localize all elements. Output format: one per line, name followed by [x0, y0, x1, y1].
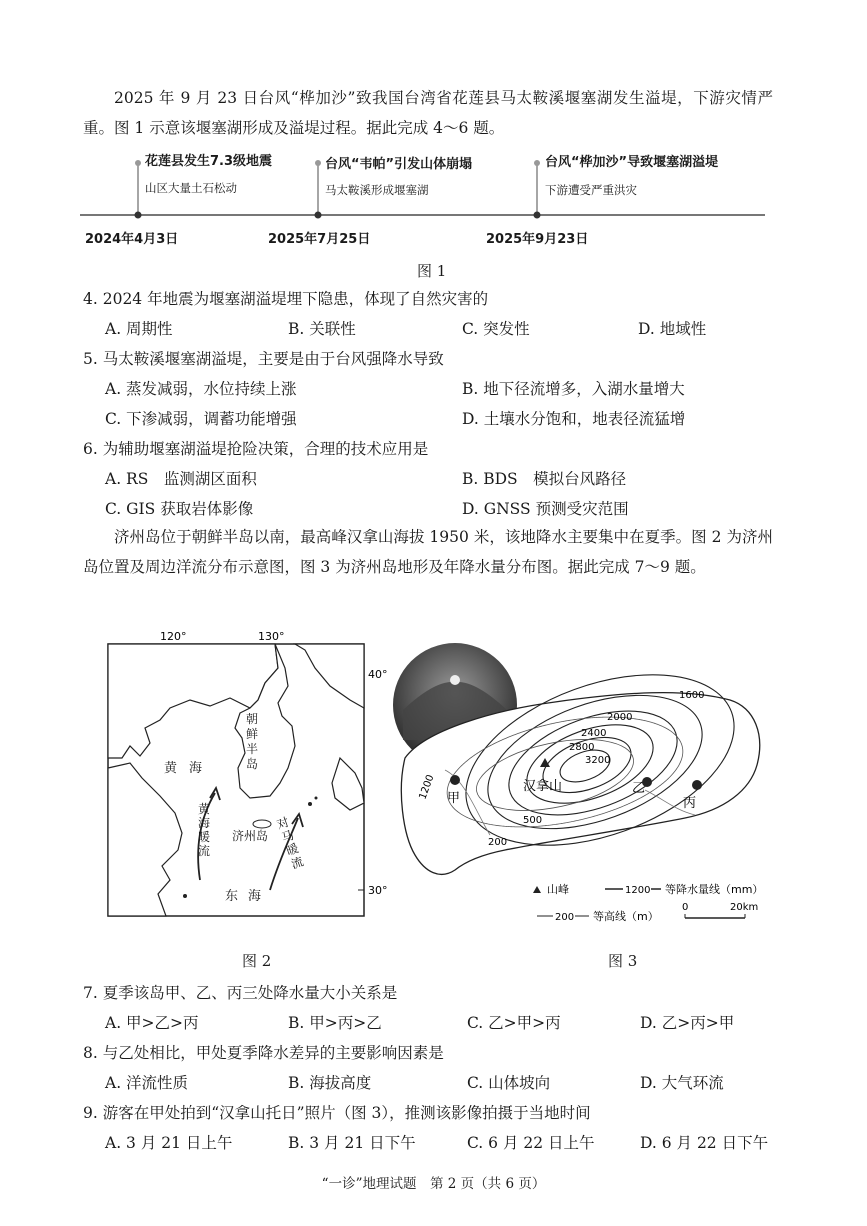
scale-km: 20km	[730, 902, 759, 913]
question-7-option-d[interactable]: D. 乙>丙>甲	[640, 1014, 735, 1032]
page-footer: “一诊”地理试题 第 2 页（共 6 页）	[321, 1176, 546, 1192]
question-5-option-d[interactable]: D. 土壤水分饱和，地表径流猛增	[462, 410, 686, 428]
question-4-option-d[interactable]: D. 地域性	[638, 320, 707, 338]
scale-zero: 0	[682, 902, 689, 913]
legend-precip-line: 等降水量线（mm）	[665, 883, 764, 896]
question-4-stem: 4. 2024 年地震为堰塞湖溢堤埋下隐患，体现了自然灾害的	[83, 290, 489, 308]
timeline-event-3-date: 2025年9月23日	[486, 232, 589, 247]
question-4-option-a[interactable]: A. 周期性	[105, 320, 173, 338]
question-5-option-c[interactable]: C. 下渗减弱，调蓄功能增强	[105, 410, 297, 428]
precip-label-2400: 2400	[581, 728, 607, 739]
label-hallasan: 汉拿山	[523, 779, 563, 794]
question-4-option-c[interactable]: C. 突发性	[462, 320, 530, 338]
precip-label-2000: 2000	[607, 712, 633, 723]
question-6-stem: 6. 为辅助堰塞湖溢堤抢险决策，合理的技术应用是	[83, 440, 429, 458]
intro-paragraph-jeju: 济州岛位于朝鲜半岛以南，最高峰汉拿山海拔 1950 米，该地降水主要集中在夏季。图 2 为济州岛位置及周边洋流分布示意图，图 3 为济州岛地形及年降水量分布图。据此完成 7～9 题。	[83, 528, 773, 576]
timeline-event-1-title: 花莲县发生7.3级地震	[145, 154, 273, 169]
figure-2-svg	[100, 628, 388, 928]
question-8-option-b[interactable]: B. 海拔高度	[288, 1074, 372, 1092]
question-4-option-b[interactable]: B. 关联性	[288, 320, 356, 338]
label-yi: 乙	[632, 781, 646, 796]
legend-peak: 山峰	[547, 883, 569, 896]
label-jeju-island: 济州岛	[232, 829, 269, 843]
lat-label-30: 30°	[368, 884, 388, 897]
question-8-option-d[interactable]: D. 大气环流	[640, 1074, 724, 1092]
figure-1-caption: 图 1	[417, 262, 447, 280]
lon-label-130: 130°	[258, 630, 285, 643]
figure-2-caption: 图 2	[242, 952, 272, 970]
contour-label-500: 500	[523, 815, 543, 826]
question-9-stem: 9. 游客在甲处拍到“汉拿山托日”照片（图 3），推测该影像拍摄于当地时间	[83, 1104, 591, 1122]
figure-3-caption: 图 3	[608, 952, 638, 970]
question-7-stem: 7. 夏季该岛甲、乙、丙三处降水量大小关系是	[83, 984, 398, 1002]
figure-3-svg	[385, 640, 780, 930]
question-8-stem: 8. 与乙处相比，甲处夏季降水差异的主要影响因素是	[83, 1044, 444, 1062]
legend-precip-sample: 1200	[625, 885, 651, 896]
question-7-option-b[interactable]: B. 甲>丙>乙	[288, 1014, 382, 1032]
legend-contour-sample: 200	[555, 912, 575, 923]
label-tsushima-current: 对马暖流	[274, 814, 306, 872]
precip-label-3200: 3200	[585, 755, 611, 766]
question-6-option-a[interactable]: A. RS 监测湖区面积	[105, 470, 257, 488]
question-5-option-a[interactable]: A. 蒸发减弱，水位持续上涨	[105, 380, 297, 398]
timeline-event-1-date: 2024年4月3日	[85, 232, 179, 247]
label-east-china-sea: 东海	[225, 889, 272, 904]
label-jia: 甲	[447, 791, 461, 806]
question-6-option-d[interactable]: D. GNSS 预测受灾范围	[462, 500, 629, 518]
legend-contour: 等高线（m）	[593, 910, 659, 923]
timeline-event-2-sub: 马太鞍溪形成堰塞湖	[325, 183, 429, 197]
contour-label-200: 200	[488, 837, 508, 848]
question-6-option-b[interactable]: B. BDS 模拟台风路径	[462, 470, 627, 488]
precip-label-2800: 2800	[569, 742, 595, 753]
label-korean-peninsula: 朝鲜半岛	[246, 712, 259, 771]
question-9-option-d[interactable]: D. 6 月 22 日下午	[640, 1134, 769, 1152]
timeline-event-2-date: 2025年7月25日	[268, 232, 371, 247]
label-yellow-sea: 黄海	[164, 761, 215, 776]
label-yellow-sea-warm-current: 黄海暖流	[198, 802, 211, 858]
point-bing	[692, 780, 702, 790]
lon-label-120: 120°	[160, 630, 187, 643]
label-bing: 丙	[683, 796, 697, 811]
timeline-event-3-title: 台风“桦加沙”导致堰塞湖溢堤	[545, 155, 719, 170]
question-9-option-b[interactable]: B. 3 月 21 日下午	[288, 1134, 416, 1152]
lat-label-40: 40°	[368, 668, 388, 681]
question-8-option-a[interactable]: A. 洋流性质	[105, 1074, 189, 1092]
question-6-option-c[interactable]: C. GIS 获取岩体影像	[105, 500, 254, 518]
question-7-option-a[interactable]: A. 甲>乙>丙	[105, 1014, 199, 1032]
question-5-stem: 5. 马太鞍溪堰塞湖溢堤，主要是由于台风强降水导致	[83, 350, 444, 368]
precip-label-1600: 1600	[679, 690, 705, 701]
timeline-event-3-sub: 下游遭受严重洪灾	[545, 183, 637, 197]
precip-label-1200: 1200	[417, 773, 437, 802]
timeline-event-2-title: 台风“韦帕”引发山体崩塌	[325, 157, 473, 172]
question-7-option-c[interactable]: C. 乙>甲>丙	[467, 1014, 561, 1032]
question-8-option-c[interactable]: C. 山体坡向	[467, 1074, 551, 1092]
point-jia	[450, 775, 460, 785]
timeline-event-1-sub: 山区大量土石松动	[145, 181, 237, 195]
intro-paragraph-typhoon: 2025 年 9 月 23 日台风“桦加沙”致我国台湾省花莲县马太鞍溪堰塞湖发生溢堤，下游灾情严重。图 1 示意该堰塞湖形成及溢堤过程。据此完成 4～6 题。	[83, 89, 773, 137]
question-9-option-a[interactable]: A. 3 月 21 日上午	[105, 1134, 233, 1152]
question-5-option-b[interactable]: B. 地下径流增多，入湖水量增大	[462, 380, 685, 398]
question-9-option-c[interactable]: C. 6 月 22 日上午	[467, 1134, 595, 1152]
